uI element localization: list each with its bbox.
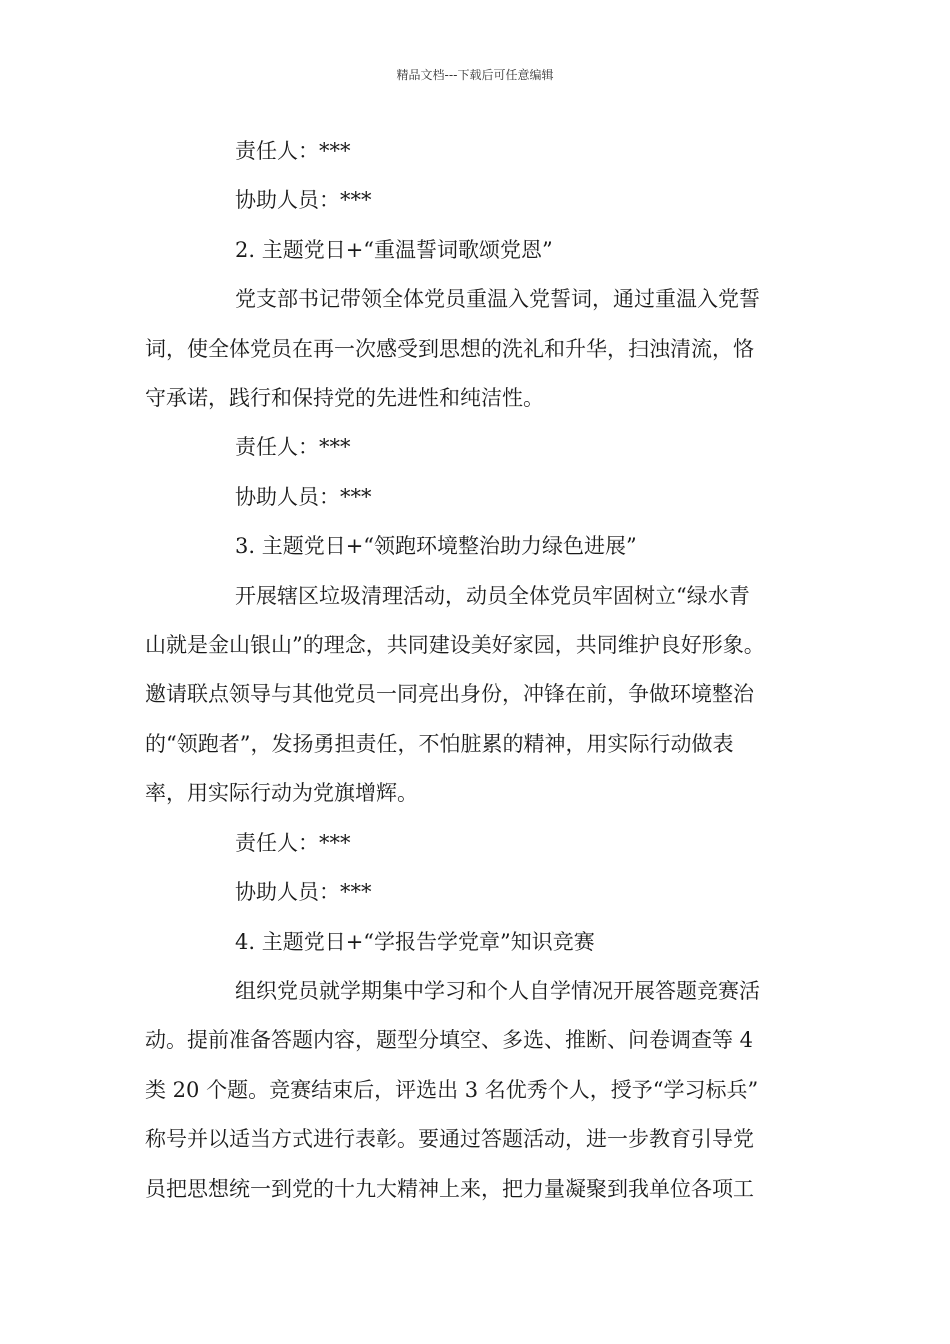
section-4-line-1: 组织党员就学期集中学习和个人自学情况开展答题竞赛活	[235, 978, 760, 1003]
assistant-staff-1: 协助人员：***	[235, 188, 372, 213]
section-4-line-2: 动。提前准备答题内容，题型分填空、多选、推断、问卷调查等 4	[145, 1028, 754, 1053]
section-4-line-5: 员把思想统一到党的十九大精神上来，把力量凝聚到我单位各项工	[145, 1176, 754, 1201]
responsible-person-3: 责任人：***	[235, 830, 351, 855]
section-3-line-2: 山就是金山银山”的理念，共同建设美好家园，共同维护良好形象。	[145, 633, 765, 658]
section-3-title: 3. 主题党日+“领跑环境整治助力绿色进展”	[235, 534, 637, 559]
document-body	[145, 127, 805, 1214]
section-4-line-4: 称号并以适当方式进行表彰。要通过答题活动，进一步教育引导党	[145, 1127, 754, 1152]
section-2-line-2: 词，使全体党员在再一次感受到思想的洗礼和升华，扫浊清流，恪	[145, 336, 754, 361]
assistant-staff-3: 协助人员：***	[235, 880, 372, 905]
section-3-line-4: 的“领跑者”，发扬勇担责任，不怕脏累的精神，用实际行动做表	[145, 731, 734, 756]
section-2-line-3: 守承诺，践行和保持党的先进性和纯洁性。	[145, 386, 544, 411]
section-2-line-1: 党支部书记带领全体党员重温入党誓词，通过重温入党誓	[235, 287, 760, 312]
responsible-person-1: 责任人：***	[235, 139, 351, 163]
section-3-line-1: 开展辖区垃圾清理活动，动员全体党员牢固树立“绿水青	[235, 583, 750, 608]
section-4-title: 4. 主题党日+“学报告学党章”知识竞赛	[235, 929, 595, 954]
section-2-title: 2. 主题党日+“重温誓词歌颂党恩”	[235, 237, 553, 262]
assistant-staff-2: 协助人员：***	[235, 484, 372, 509]
section-3-line-5: 率，用实际行动为党旗增辉。	[145, 781, 418, 806]
section-3-line-3: 邀请联点领导与其他党员一同亮出身份，冲锋在前，争做环境整治	[145, 682, 754, 707]
section-4-line-3: 类 20 个题。竞赛结束后，评选出 3 名优秀个人，授予“学习标兵”	[145, 1077, 759, 1102]
page-header: 精品文档---下载后可任意编辑	[396, 68, 554, 82]
responsible-person-2: 责任人：***	[235, 435, 351, 460]
